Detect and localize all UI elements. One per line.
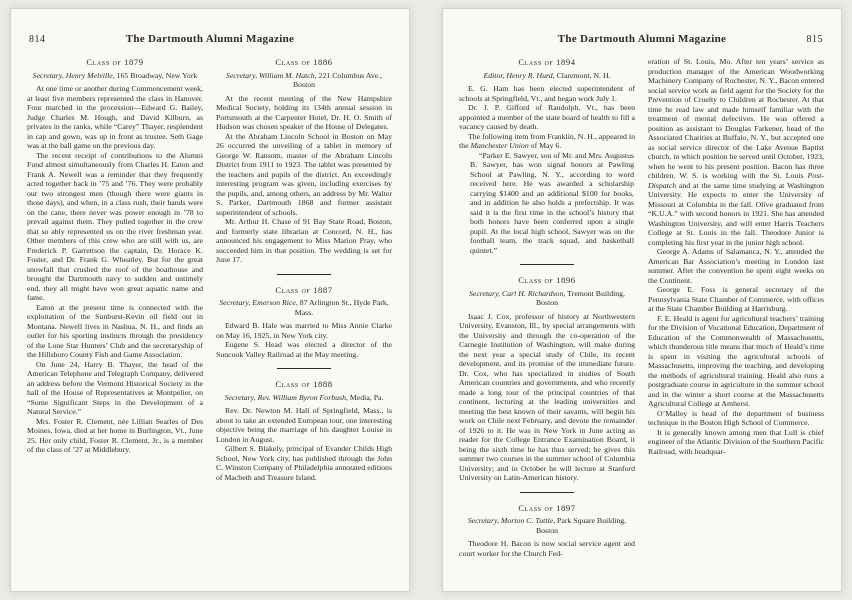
paragraph: Mr. Arthur H. Chase of 91 Bay State Road, Boston, and formerly state librarian at Concord, N. H., has announced his engagement to Miss Marion Pray, who succeeded him in that position. The wedding is set for June 17. <box>216 217 392 264</box>
page-left-column-1 <box>27 57 203 482</box>
paragraph: The following item from Franklin, N. H., appeared in the Manchester Union of May 6. <box>459 131 635 150</box>
paragraph: At one time or another during Commencement week, at least five members represented the class in Hanover. Four marched in the procession—Edward G. Bailey, Judge Charles M. Hough, and David Kilburn, as privates in the ranks, while “Carey” Thayer, resplendent in cap and gown, was up in front as trustee. Seth Gage was at the ball game on the previous day. <box>27 84 203 150</box>
page-right-columns <box>459 57 825 558</box>
page-number-right: 815 <box>806 34 823 45</box>
section-divider <box>277 368 331 369</box>
paragraph: Rev. Dr. Newton M. Hall of Springfield, Mass., is about to take an extended European tour, one interesting objective being the marriage of his daughter Louise in London in August. <box>216 406 392 444</box>
byline-role-name: Secretary, William M. Hatch, <box>225 70 317 80</box>
secretary-byline <box>216 393 392 403</box>
secretary-byline <box>459 516 635 535</box>
paragraph: Dr. J. P. Gifford of Randolph, Vt., has been appointed a member of the state board of health to fill a vacancy caused by death. <box>459 103 635 131</box>
byline-address: 221 Columbus Ave., Boston <box>292 70 383 89</box>
page-right <box>442 8 842 592</box>
page-right-column-1 <box>459 57 635 558</box>
byline-address: Claremont, N. H. <box>554 70 611 80</box>
class-heading: Class of 1879 <box>86 57 144 67</box>
byline-role-name: Secretary, Rev. William Byron Forbush, <box>224 392 348 402</box>
class-heading: Class of 1888 <box>275 379 333 389</box>
paragraph: E. G. Ham has been elected superintendent of schools at Springfield, Vt., and began work July 1. <box>459 84 635 103</box>
class-heading: Class of 1897 <box>518 502 576 513</box>
paragraph: F. E. Heald is agent for agricultural teachers’ training for the Division of Vocational Education, Department of Education of the Commonwealth of Massachusetts, which thunderous title means that much of Heald’s time is spent in visiting the agricultural schools of Massachusetts, improving the teaching, and developing the methods of agricultural training. Heald also runs a postgraduate course in agriculture in the summer school and in the winter a short course at the Massachusetts Agricultural College at Amherst. <box>648 313 824 408</box>
secretary-byline <box>216 71 392 90</box>
page-left-column-2 <box>216 57 392 482</box>
byline-role-name: Secretary, Emerson Rice, <box>219 298 298 307</box>
class-heading: Class of 1896 <box>518 275 576 285</box>
page-right-header <box>461 33 823 45</box>
page-left-header <box>29 33 391 45</box>
byline-role-name: Secretary, Henry Melville, <box>32 70 115 80</box>
byline-address: Park Square Building, Boston <box>535 516 627 535</box>
paragraph: George A. Adams of Salamanca, N. Y., attended the American Bar Association’s meeting in London last summer. After the convention he spent eight weeks on the Continent. <box>648 247 824 285</box>
paragraph: O’Malley is head of the department of business technique in the Boston High School of Commerce. <box>648 408 824 427</box>
paragraph: Eugene S. Head was elected a director of the Suncook Valley Railroad at the May meeting. <box>216 340 392 359</box>
byline-address: Media, Pa. <box>347 392 384 402</box>
quoted-paragraph: “Parker E. Sawyer, son of Mr. and Mrs. Augustus B. Sawyer, has won signal honors at Pawling School at Pawling, N. Y., according to word received here. He was awarded a scholarship carrying $1400 and an additional $100 for books, and in addition he also holds a prefectship. It was said it is the first time in the school’s history that both honors have been conferred upon a single pupil. At the local high school, Sawyer was on the football team, the track squad, and basketball quintet.” <box>470 150 634 255</box>
class-heading: Class of 1886 <box>275 57 333 67</box>
paragraph: Mrs. Foster R. Clement, née Lillian Searles of Des Moines, Iowa, died at her home in Burlington, Vt., June 25. Her only child, Foster R. Clement, Jr., is a member of the class of ’27 at Middlebury. <box>27 416 203 454</box>
paragraph: Gilbert S. Blakely, principal of Evander Childs High School, New York city, has published through the John C. Winston Company of Philadelphia annotated editions of Macbeth and Treasure Island. <box>216 444 392 482</box>
paragraph: It is generally known among men that Lull is chief engineer of the Atlantic Division of the Southern Pacific Railroad, with headquar- <box>648 427 824 456</box>
paragraph: At the Abraham Lincoln School in Boston on May 26 occurred the unveiling of a tablet in memory of George W. Ransom, master of the Abraham Lincoln District from 1911 to 1923. The tablet was presented by the teachers and pupils of the district. An exceedingly interesting program was given, including exercises by the pupils, and, among others, an address by Mr. Walter S. Parker, Dartmouth 1868 and former assistant superintendent of schools. <box>216 131 392 217</box>
journal-title: The Dartmouth Alumni Magazine <box>557 33 727 45</box>
section-divider <box>520 264 574 265</box>
page-left-columns <box>27 57 393 482</box>
page-number-left: 814 <box>29 34 46 45</box>
paragraph: Isaac J. Cox, professor of history at Northwestern University, Evanston, Ill., by special arrangements with the University and through the co-operation of the Carnegie Institution of Washington, will make during the next year a special study of Chile, its recent development, and its promise of the immediate future. Dr. Cox, who has specialized in studies of South American countries and governments, and who recently made a long tour of the principal countries of that continent, lecturing at the leading universities and meeting the best known of their savants, will begin his work on Chile next February, and devote the remainder of 1926 to it. He was in New York in June acting as reader for the College Entrance Examination Board, it being the sixth time he has thus served; he gives this summer two courses in the summer school of Columbia University; and in October he will lecture at Stanford University on Latin-American history. <box>459 311 635 482</box>
paragraph: Theodore H. Bacon is now social service agent and court worker for the Church Fed- <box>459 539 635 558</box>
secretary-byline <box>27 71 203 81</box>
paragraph: On June 24, Harry B. Thayer, the head of the American Telephone and Telegraph Company, delivered an address before the Vermont Historical Society in the hall of the House of Representatives at Montpelier, on “Some Significant Steps in the Development of a Natural Service.” <box>27 359 203 416</box>
byline-role-name: Editor, Henry R. Hurd, <box>483 70 555 80</box>
class-heading: Class of 1887 <box>275 284 333 295</box>
paragraph: eration of St. Louis, Mo. After ten years’ service as production manager of the American Woodworking Machinery Company of Rochester, N. Y., Bacon entered social service work as field agent for the Society for the Prevention of Cruelty to Children at Rochester. At that time he read law and made himself familiar with the treatment of mental defectives. He was offered a position as assistant to Douglas Farkener, head of the Associated Charities at Buffalo, N. Y., but accepted one as social service director of the Lake Avenue Baptist church, in which position he served until October, 1923, when he went to his present position. Bacon has three children. W. S. is working with the St. Louis Post-Dispatch and at the same time studying at Washington University. He expects to enter the University of Missouri at Columbia in the fall. Olive graduated from “K.U.A.” with second honors in 1921. She has attended Washington University, and will enter Harris Teachers College at St. Louis in the fall. Theodore Junior is completing his first year in the junior high school. <box>648 57 824 247</box>
secretary-byline <box>459 71 635 81</box>
section-divider <box>520 492 574 493</box>
journal-title: The Dartmouth Alumni Magazine <box>125 33 295 45</box>
byline-role-name: Secretary, Morton C. Tuttle, <box>467 516 556 525</box>
paragraph: Eaton at the present time is connected with the exploitation of the Sunburst-Kevin oil field out in Montana. Newell lives in Nashua, N. H., and finds an outlet for his sporting instincts through the presidency of the Lone Star Hunters’ Club and the secretaryship of the Hillsboro County Fish and Game Association. <box>27 302 203 359</box>
paragraph: The recent receipt of contributions to the Alumni Fund almost simultaneously from Charles H. Eaton and Frank A. Newell was a reminder that they frequently acted together back in ’75 and ’76. They were probably our two strongest men (though there were giants in those days), and when, in a class rush, their hands were on the cane, there never was power enough in ’78 to prevail against them. They pulled together in the crew that so ably represented us on the river freshman year. Other members of this crew who are still with us, are Frederick P. Garrettson the captain, Dr. Horace K. Foster, and Dr. Frank G. Wheatley. But for the great snowfall that crushed the roof of the boathouse and brought the Dartmouth navy to sudden and untimely end, they all might have won great aquatic name and fame. <box>27 150 203 302</box>
secretary-byline <box>216 298 392 317</box>
class-heading: Class of 1894 <box>518 57 576 67</box>
paragraph: At the recent meeting of the New Hampshire Medical Society, holding its 134th annual session in Portsmouth at the Carpenter Hotel, Dr. H. O. Smith of Hudson was chosen speaker of the House of Delegates. <box>216 93 392 131</box>
page-left <box>10 8 410 592</box>
section-divider <box>277 274 331 275</box>
page-right-column-2 <box>648 57 824 558</box>
secretary-byline <box>459 289 635 308</box>
byline-address: 87 Arlington St., Hyde Park, Mass. <box>294 298 389 317</box>
byline-address: Tremont Building, Boston <box>535 288 626 307</box>
byline-address: 165 Broadway, New York <box>114 70 198 80</box>
paragraph: George E. Foss is general secretary of the Pennsylvania State Chamber of Commerce, with offices at the State Chamber Building at Harrisburg. <box>648 285 824 313</box>
byline-role-name: Secretary, Carl H. Richardson, <box>468 288 566 298</box>
paragraph: Edward B. Hale was married to Miss Annie Clarke on May 16, 1925, in New York city. <box>216 321 392 340</box>
